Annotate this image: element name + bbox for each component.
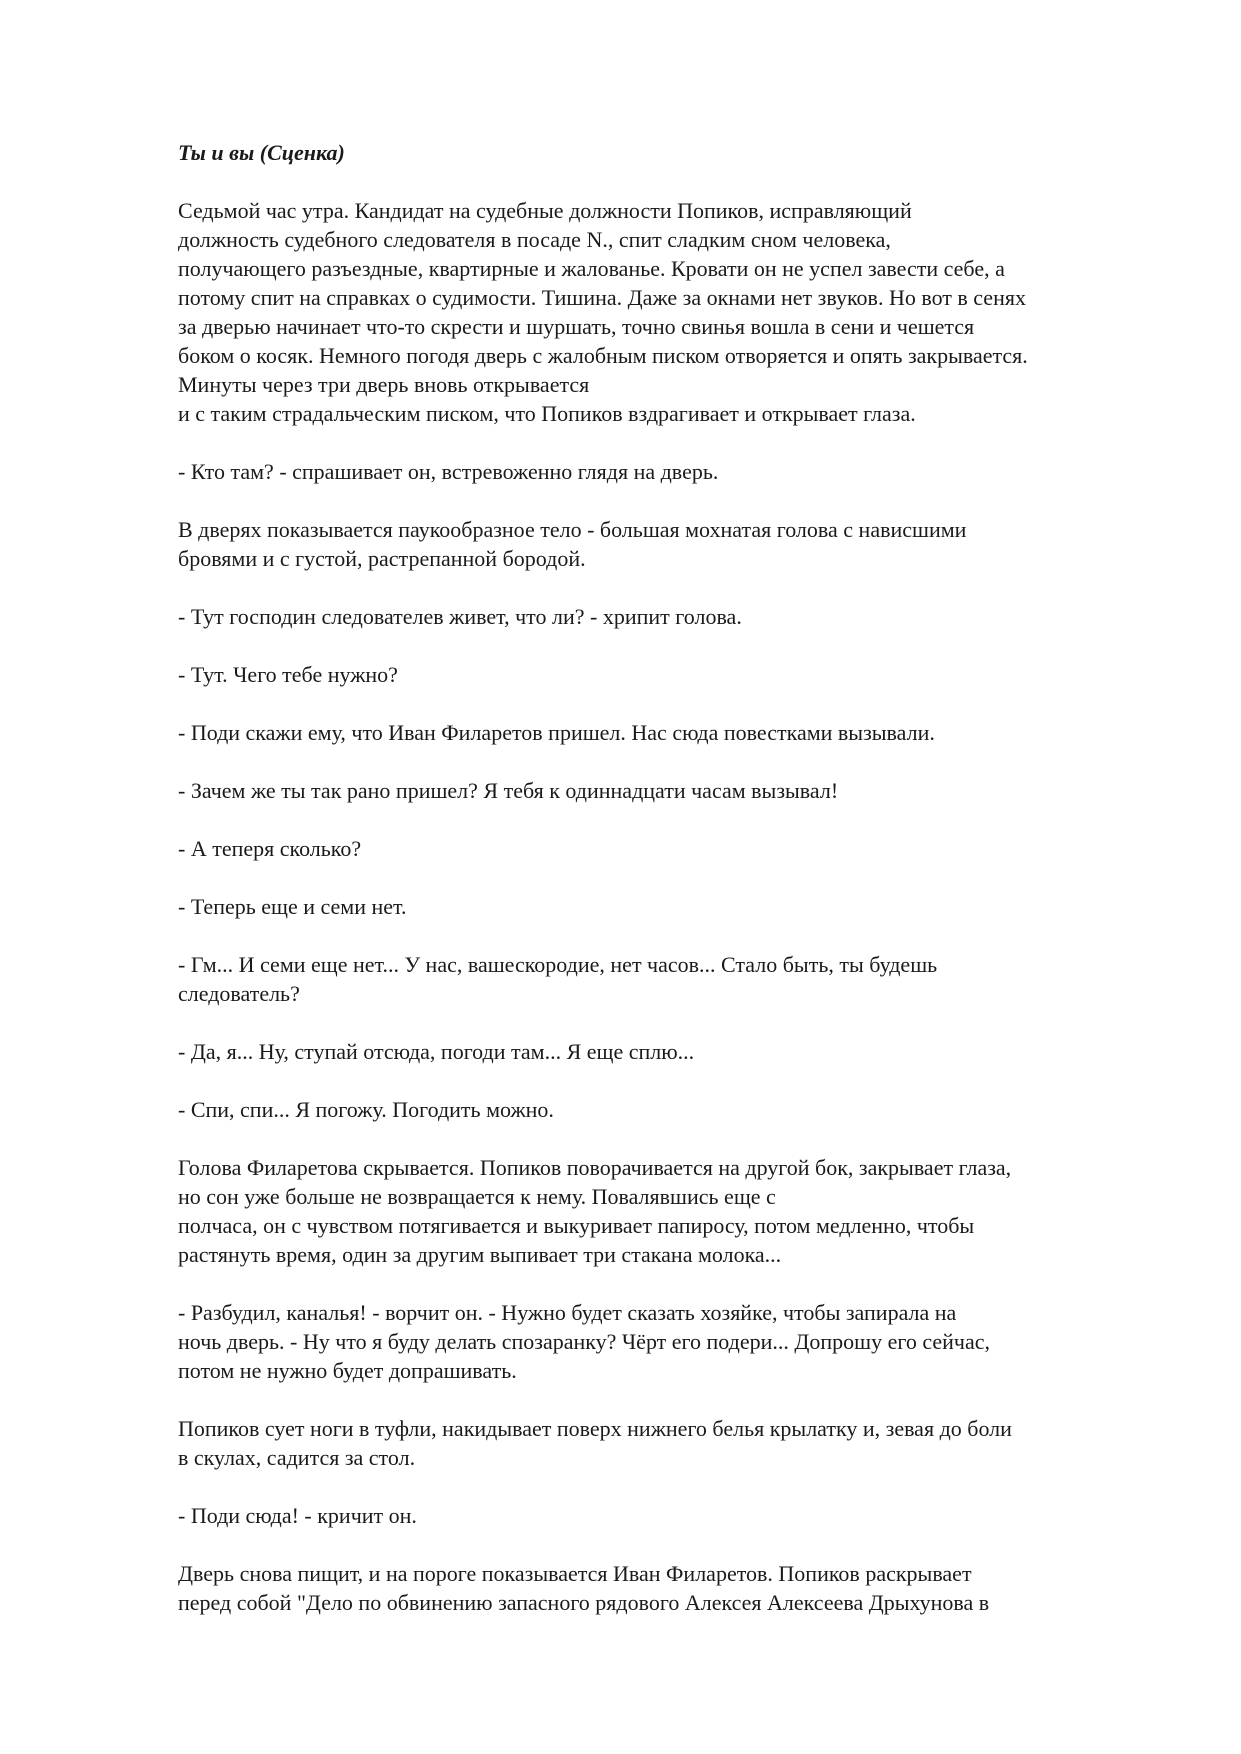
paragraph bbox=[178, 834, 1178, 863]
text-line: В дверях показывается паукообразное тело - большая мохнатая голова с нависшими bbox=[178, 517, 967, 542]
text-line: Седьмой час утра. Кандидат на судебные должности Попиков, исправляющий bbox=[178, 198, 912, 223]
text-line: - Тут. Чего тебе нужно? bbox=[178, 662, 398, 687]
text-line: - Поди сюда! - кричит он. bbox=[178, 1503, 417, 1528]
paragraph bbox=[178, 776, 1178, 805]
text-line: - Кто там? - спрашивает он, встревоженно глядя на дверь. bbox=[178, 459, 719, 484]
text-line: - Тут господин следователев живет, что ли? - хрипит голова. bbox=[178, 604, 742, 629]
text-line: потому спит на справках о судимости. Тишина. Даже за окнами нет звуков. Но вот в сенях bbox=[178, 285, 1026, 310]
text-line: получающего разъездные, квартирные и жалованье. Кровати он не успел завести себе, а bbox=[178, 256, 1005, 281]
paragraph bbox=[178, 196, 1178, 428]
paragraph bbox=[178, 1153, 1178, 1269]
text-line: Дверь снова пищит, и на пороге показывается Иван Филаретов. Попиков раскрывает bbox=[178, 1561, 972, 1586]
text-line: следователь? bbox=[178, 981, 300, 1006]
text-line: и с таким страдальческим писком, что Попиков вздрагивает и открывает глаза. bbox=[178, 401, 916, 426]
text-line: Голова Филаретова скрывается. Попиков поворачивается на другой бок, закрывает глаза, bbox=[178, 1155, 1012, 1180]
paragraph bbox=[178, 1501, 1178, 1530]
text-line: - Гм... И семи еще нет... У нас, вашескородие, нет часов... Стало быть, ты будешь bbox=[178, 952, 938, 977]
paragraph bbox=[178, 1414, 1178, 1472]
text-line: Минуты через три дверь вновь открывается bbox=[178, 372, 590, 397]
paragraph bbox=[178, 1095, 1178, 1124]
text-line: - Зачем же ты так рано пришел? Я тебя к одиннадцати часам вызывал! bbox=[178, 778, 839, 803]
text-line: - Да, я... Ну, ступай отсюда, погоди там... Я еще сплю... bbox=[178, 1039, 695, 1064]
paragraph bbox=[178, 892, 1178, 921]
paragraph-list bbox=[178, 196, 1178, 1617]
document-body bbox=[178, 138, 1178, 1646]
paragraph bbox=[178, 950, 1178, 1008]
text-line: но сон уже больше не возвращается к нему. Повалявшись еще с bbox=[178, 1184, 776, 1209]
paragraph bbox=[178, 1037, 1178, 1066]
paragraph bbox=[178, 457, 1178, 486]
text-line: боком о косяк. Немного погодя дверь с жалобным писком отворяется и опять закрывается. bbox=[178, 343, 1028, 368]
text-line: - А теперя сколько? bbox=[178, 836, 362, 861]
text-line: бровями и с густой, растрепанной бородой. bbox=[178, 546, 586, 571]
text-line: потом не нужно будет допрашивать. bbox=[178, 1358, 517, 1383]
paragraph bbox=[178, 718, 1178, 747]
text-line: в скулах, садится за стол. bbox=[178, 1445, 416, 1470]
paragraph bbox=[178, 1298, 1178, 1385]
paragraph bbox=[178, 660, 1178, 689]
paragraph bbox=[178, 602, 1178, 631]
text-line: Попиков сует ноги в туфли, накидывает поверх нижнего белья крылатку и, зевая до боли bbox=[178, 1416, 1012, 1441]
text-line: ночь дверь. - Ну что я буду делать спозаранку? Чёрт его подери... Допрошу его сейчас, bbox=[178, 1329, 991, 1354]
paragraph bbox=[178, 515, 1178, 573]
paragraph bbox=[178, 1559, 1178, 1617]
text-line: - Теперь еще и семи нет. bbox=[178, 894, 407, 919]
text-line: перед собой "Дело по обвинению запасного рядового Алексея Алексеева Дрыхунова в bbox=[178, 1590, 990, 1615]
text-line: - Разбудил, каналья! - ворчит он. - Нужно будет сказать хозяйке, чтобы запирала на bbox=[178, 1300, 957, 1325]
text-line: - Спи, спи... Я погожу. Погодить можно. bbox=[178, 1097, 554, 1122]
document-title: Ты и вы (Сценка) bbox=[178, 140, 345, 165]
text-line: растянуть время, один за другим выпивает три стакана молока... bbox=[178, 1242, 782, 1267]
text-line: должность судебного следователя в посаде N., спит сладким сном человека, bbox=[178, 227, 891, 252]
text-line: полчаса, он с чувством потягивается и выкуривает папиросу, потом медленно, чтобы bbox=[178, 1213, 975, 1238]
text-line: за дверью начинает что-то скрести и шуршать, точно свинья вошла в сени и чешется bbox=[178, 314, 975, 339]
text-line: - Поди скажи ему, что Иван Филаретов пришел. Нас сюда повестками вызывали. bbox=[178, 720, 935, 745]
